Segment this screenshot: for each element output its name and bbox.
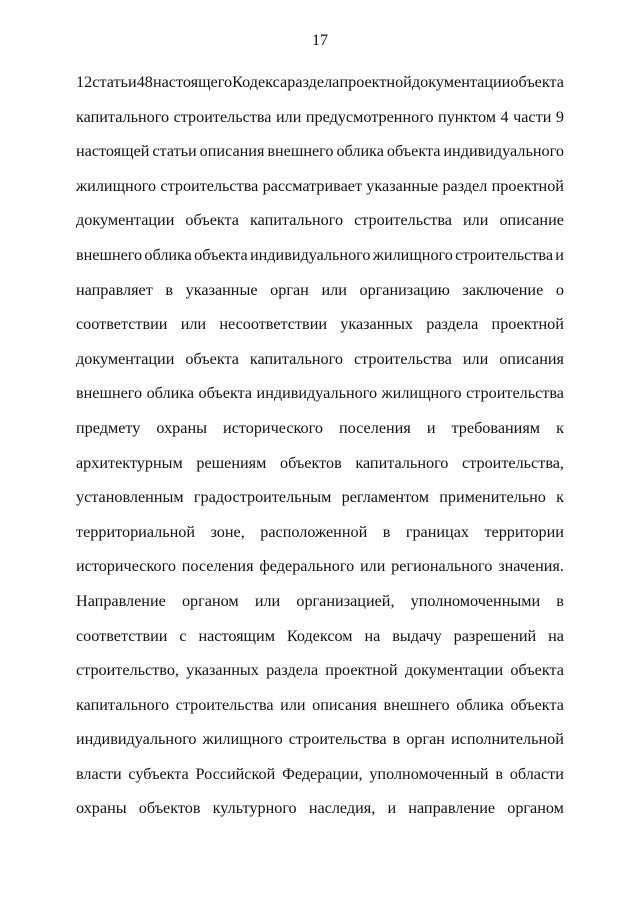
word: объекта	[510, 661, 564, 680]
word: решениям	[196, 453, 267, 472]
text-line	[76, 764, 564, 799]
word: в	[165, 280, 174, 299]
word: охраны	[156, 418, 207, 437]
word: объекта	[185, 211, 239, 230]
text-line	[76, 314, 564, 349]
word: охраны	[76, 799, 127, 818]
word: настоящего	[152, 73, 233, 91]
word: или	[180, 315, 207, 334]
word: установленным	[76, 488, 184, 507]
word: индивидуального	[256, 384, 378, 403]
word: соответствии	[76, 315, 168, 334]
word: несоответствии	[219, 315, 328, 334]
text-line	[76, 729, 564, 764]
word: орган	[270, 280, 309, 299]
word: объекта	[194, 245, 248, 264]
text-line	[76, 591, 564, 626]
word: архитектурным	[76, 453, 183, 472]
word: статьи	[152, 142, 197, 161]
word: предмету	[76, 418, 141, 437]
word: описание	[499, 211, 564, 230]
text-line	[76, 72, 564, 107]
word: проектной	[325, 661, 398, 680]
word: 48	[136, 73, 153, 91]
word: облика	[456, 695, 504, 714]
text-line	[76, 798, 564, 833]
word: расположенной	[260, 522, 368, 541]
text-line	[76, 280, 564, 315]
word: в	[556, 591, 564, 610]
word: индивидуального	[443, 142, 564, 161]
word: и	[426, 418, 436, 437]
word: исторического	[223, 418, 323, 437]
word: строительства	[288, 730, 387, 749]
word: на	[364, 626, 381, 645]
word: выдачу	[392, 626, 442, 645]
word: описания	[199, 142, 265, 161]
word: уполномоченными	[410, 591, 541, 610]
word: рассматривает	[262, 176, 363, 195]
word: к	[556, 418, 564, 437]
word: к	[556, 488, 564, 507]
text-line	[76, 176, 564, 211]
word: разрешений	[453, 626, 537, 645]
word: Кодексом	[286, 626, 353, 645]
word: территории	[484, 522, 564, 541]
word: указанных	[340, 315, 414, 334]
word: строительства	[354, 211, 452, 230]
word: или	[463, 211, 489, 230]
text-line	[76, 245, 564, 280]
word: Кодекса	[232, 73, 288, 91]
word: наследия,	[308, 799, 376, 818]
word: капитального	[250, 211, 344, 230]
word: органом	[507, 799, 564, 818]
word: жилищного	[76, 176, 157, 195]
word: жилищного	[381, 384, 462, 403]
word: проектной	[339, 73, 412, 91]
word: строительства	[466, 384, 564, 403]
word: объектов	[279, 453, 342, 472]
word: капитального	[76, 107, 170, 126]
page-number: 17	[312, 32, 328, 49]
word: регламентом	[341, 488, 429, 507]
word: строительства	[455, 245, 554, 264]
word: орган	[406, 730, 445, 749]
word: раздела	[266, 661, 319, 680]
word: документации	[411, 73, 511, 91]
word: территориальной	[76, 522, 196, 541]
word: облика	[146, 384, 195, 403]
word: внешнего	[267, 142, 334, 161]
word: строительства	[173, 107, 272, 126]
text-line	[76, 383, 564, 418]
word: объекта	[198, 384, 253, 403]
word: или	[280, 695, 306, 714]
word: указанные	[366, 176, 439, 195]
text-line	[76, 418, 564, 453]
word: соответствии	[76, 626, 168, 645]
word: поселения	[339, 418, 411, 437]
word: исторического	[76, 557, 176, 576]
word: внешнего	[76, 384, 143, 403]
word: индивидуального	[249, 245, 371, 264]
word: капитального	[249, 349, 343, 368]
text-line	[76, 141, 564, 176]
text-line	[76, 556, 564, 591]
word: статьи	[92, 73, 137, 91]
word: направление	[408, 799, 496, 818]
word: строительство,	[76, 661, 179, 680]
word: организацией,	[296, 591, 395, 610]
word: уполномоченный	[369, 764, 489, 783]
word: настоящей	[76, 142, 150, 161]
word: проектной	[491, 315, 564, 334]
word: на	[548, 626, 564, 645]
word: документации	[76, 349, 175, 368]
word: заключение	[462, 280, 544, 299]
word: области	[509, 764, 564, 783]
word: объекта	[386, 142, 441, 161]
word: или	[321, 280, 347, 299]
word: жилищного	[202, 730, 283, 749]
word: объектов	[138, 799, 201, 818]
text-line	[76, 522, 564, 557]
body-text	[76, 72, 564, 833]
word: проектной	[491, 176, 564, 195]
word: требованиям	[451, 418, 541, 437]
text-line	[76, 349, 564, 384]
word: предусмотренного	[305, 107, 434, 126]
word: раздела	[426, 315, 479, 334]
word: градостроительным	[193, 488, 332, 507]
word: индивидуального	[76, 730, 197, 749]
word: Федерации,	[282, 764, 363, 783]
text-line	[76, 107, 564, 142]
word: 9	[555, 107, 564, 126]
text-line	[76, 626, 564, 661]
text-line	[76, 660, 564, 695]
word: поселения	[181, 557, 254, 576]
word: зоне,	[210, 522, 245, 541]
text-line	[76, 453, 564, 488]
word: облика	[144, 245, 192, 264]
word: настоящим	[198, 626, 275, 645]
word: 12	[76, 73, 93, 91]
word: или	[462, 349, 489, 368]
word: указанные	[185, 280, 258, 299]
text-line	[76, 695, 564, 730]
word: документации	[404, 661, 504, 680]
word: о	[555, 280, 564, 299]
word: в	[392, 730, 401, 749]
word: и	[555, 245, 564, 264]
word: объекта	[510, 695, 564, 714]
word: культурного	[212, 799, 297, 818]
word: в	[495, 764, 504, 783]
word: описания	[499, 349, 564, 368]
word: строительства	[160, 176, 259, 195]
word: указанных	[186, 661, 259, 680]
word: в	[382, 522, 391, 541]
text-line	[76, 487, 564, 522]
word: строительства	[353, 349, 452, 368]
word: органом	[181, 591, 239, 610]
word: исполнительной	[451, 730, 564, 749]
word: облика	[336, 142, 384, 161]
word: строительства,	[462, 453, 564, 472]
word: описания	[312, 695, 377, 714]
word: регионального	[391, 557, 493, 576]
word: раздел	[442, 176, 488, 195]
word: значения.	[498, 557, 564, 576]
word: или	[254, 591, 281, 610]
word: федерального	[259, 557, 355, 576]
word: или	[359, 557, 386, 576]
word: строительства	[175, 695, 274, 714]
word: Направление	[76, 591, 166, 610]
word: капитального	[76, 695, 170, 714]
word: применительно	[439, 488, 546, 507]
word: жилищного	[372, 245, 453, 264]
word: внешнего	[76, 245, 143, 264]
word: субъекта	[128, 764, 189, 783]
word: пунктом	[438, 107, 497, 126]
word: объекта	[185, 349, 239, 368]
word: Российской	[195, 764, 276, 783]
word: раздела	[287, 73, 340, 91]
word: с	[179, 626, 187, 645]
word: или	[275, 107, 302, 126]
word: внешнего	[383, 695, 450, 714]
word: 4	[500, 107, 509, 126]
text-line	[76, 210, 564, 245]
word: организацию	[359, 280, 450, 299]
word: и	[387, 799, 397, 818]
word: границах	[405, 522, 469, 541]
word: капитального	[355, 453, 449, 472]
word: документации	[76, 211, 175, 230]
word: власти	[76, 764, 122, 783]
word: объекта	[510, 73, 564, 91]
word: направляет	[76, 280, 153, 299]
word: части	[513, 107, 552, 126]
